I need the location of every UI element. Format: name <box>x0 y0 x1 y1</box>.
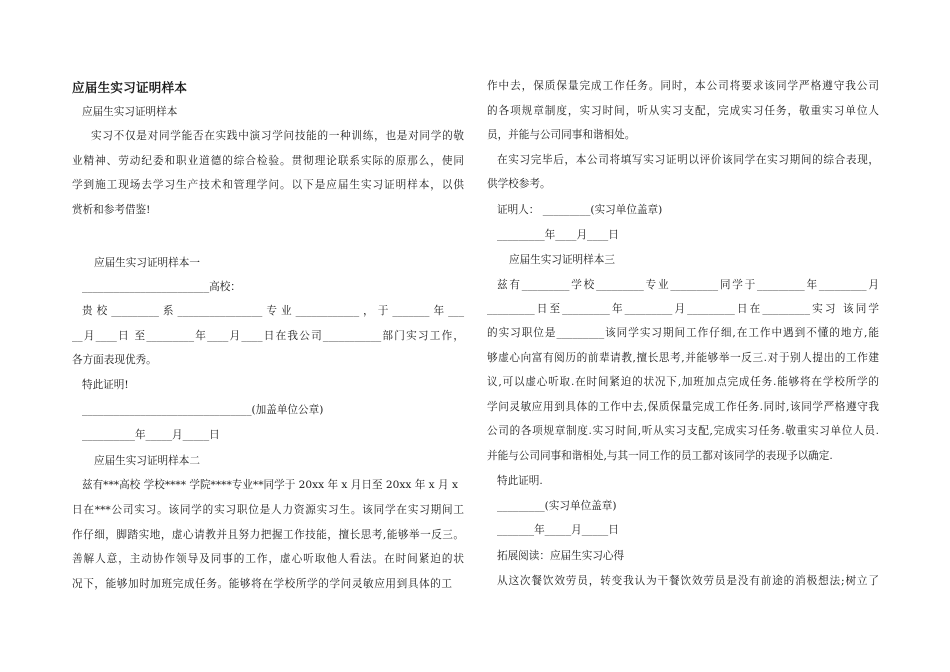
dept-line: 贵校_________系________________专业____________，于_______年___ <box>82 305 464 317</box>
certify-line: 特此证明! <box>82 379 129 391</box>
paragraph-line: 供学校参考。 <box>487 178 551 190</box>
paragraph-line: 日在***公司实习。该同学的实习职位是人力资源实习生。该同学在实习期间工 <box>72 504 464 516</box>
document-title: 应届生实习证明样本 <box>72 80 188 95</box>
signature-date-line: _______年_____月_____日 <box>497 524 619 536</box>
paragraph-line: 的实习职位是_________该同学实习期间工作仔细,在工作中遇到不懂的地方,能 <box>487 327 879 339</box>
sample-two-heading: 应届生实习证明样本二 <box>94 455 200 467</box>
sample-one-heading: 应届生实习证明样本一 <box>94 257 200 269</box>
sample-three-heading: 应届生实习证明样本三 <box>509 254 615 266</box>
paragraph-line: 善解人意，主动协作领导及同事的工作，虚心听取他人看法。在时间紧迫的状 <box>72 553 464 565</box>
signature-date-line: __________年_____月_____日 <box>82 429 220 441</box>
paragraph-line: 员，并能与公司同事和谐相处。 <box>487 129 636 141</box>
paragraph-line: 够虚心向富有阅历的前辈请教,擅长思考,并能够举一反三.对于别人提出的工作建 <box>487 352 879 364</box>
intro-heading: 应届生实习证明样本 <box>82 106 178 118</box>
date-line: __月____日 至_________年____月____日在我公司___________部门实习工作， <box>72 330 464 342</box>
paragraph-line: 学到施工现场去学习生产技术和管理学问。以下是应届生实习证明样本，以供 <box>72 179 464 191</box>
paragraph-line: 并能与公司同事和谐相处,与其一同工作的员工都对该同学的表现予以确定. <box>487 450 833 462</box>
paragraph-line: 作中去，保质保量完成工作任务。同时，本公司将要求该同学严格遵守我公司 <box>487 80 879 92</box>
paragraph-line: 议,可以虚心听取.在时间紧迫的状况下,加班加点完成任务.能够将在学校所学的 <box>487 376 879 388</box>
signature-date-line: _________年____月____日 <box>497 229 619 241</box>
paragraph-line: 况下，能够加时加班完成任务。能够将在学校所学的学问灵敏应用到具体的工 <box>72 578 452 590</box>
paragraph-line: 实习不仅是对同学能否在实践中演习学问技能的一种训练，也是对同学的敬 <box>91 130 464 142</box>
paragraph-line: 业精神、劳动纪委和职业道德的综合检验。贯彻理论联系实际的原那么，使同 <box>72 155 464 167</box>
paragraph-line: 的各项规章制度，实习时间，听从实习支配，完成实习任务，敬重实习单位人 <box>487 105 879 117</box>
paragraph-line: 作仔细，脚踏实地，虚心请教并且努力把握工作技能，擅长思考,能够举一反三。 <box>72 529 464 541</box>
paragraph-line: 从这次餐饮效劳员，转变我认为干餐饮效劳员是没有前途的消极想法;树立了 <box>497 575 879 587</box>
seal-line: _________(实习单位盖章) <box>497 500 617 512</box>
seal-line: ________________________________(加盖单位公章) <box>82 404 324 416</box>
paragraph-line: 各方面表现优秀。 <box>72 354 157 366</box>
school-line: ________________________高校： <box>82 281 241 293</box>
extended-reading-heading: 拓展阅读：应届生实习心得 <box>497 550 625 562</box>
paragraph-line: 赏析和参考借鉴! <box>72 204 151 216</box>
paragraph-line: 公司的各项规章制度.实习时间,听从实习支配,完成实习任务.敬重实习单位人员. <box>487 425 879 437</box>
paragraph-line: _________日至_________年_________月_________日在_________实习 该同学 <box>487 303 879 315</box>
certify-line: 特此证明. <box>497 475 543 487</box>
paragraph-line: 兹有_________学校_________专业_________同学于_________年_________月 <box>497 279 879 291</box>
paragraph-line: 在实习完毕后，本公司将填写实习证明以评价该同学在实习期间的综合表现， <box>497 154 879 166</box>
certifier-line: 证明人： _________(实习单位盖章) <box>497 204 663 216</box>
paragraph-line: 学问灵敏应用到具体的工作中去,保质保量完成工作任务.同时,该同学严格遵守我 <box>487 401 879 413</box>
paragraph-line: 兹有***高校 学校**** 学院****专业**同学于 20xx 年 x 月日至 20xx 年 x 月 x <box>82 479 458 491</box>
